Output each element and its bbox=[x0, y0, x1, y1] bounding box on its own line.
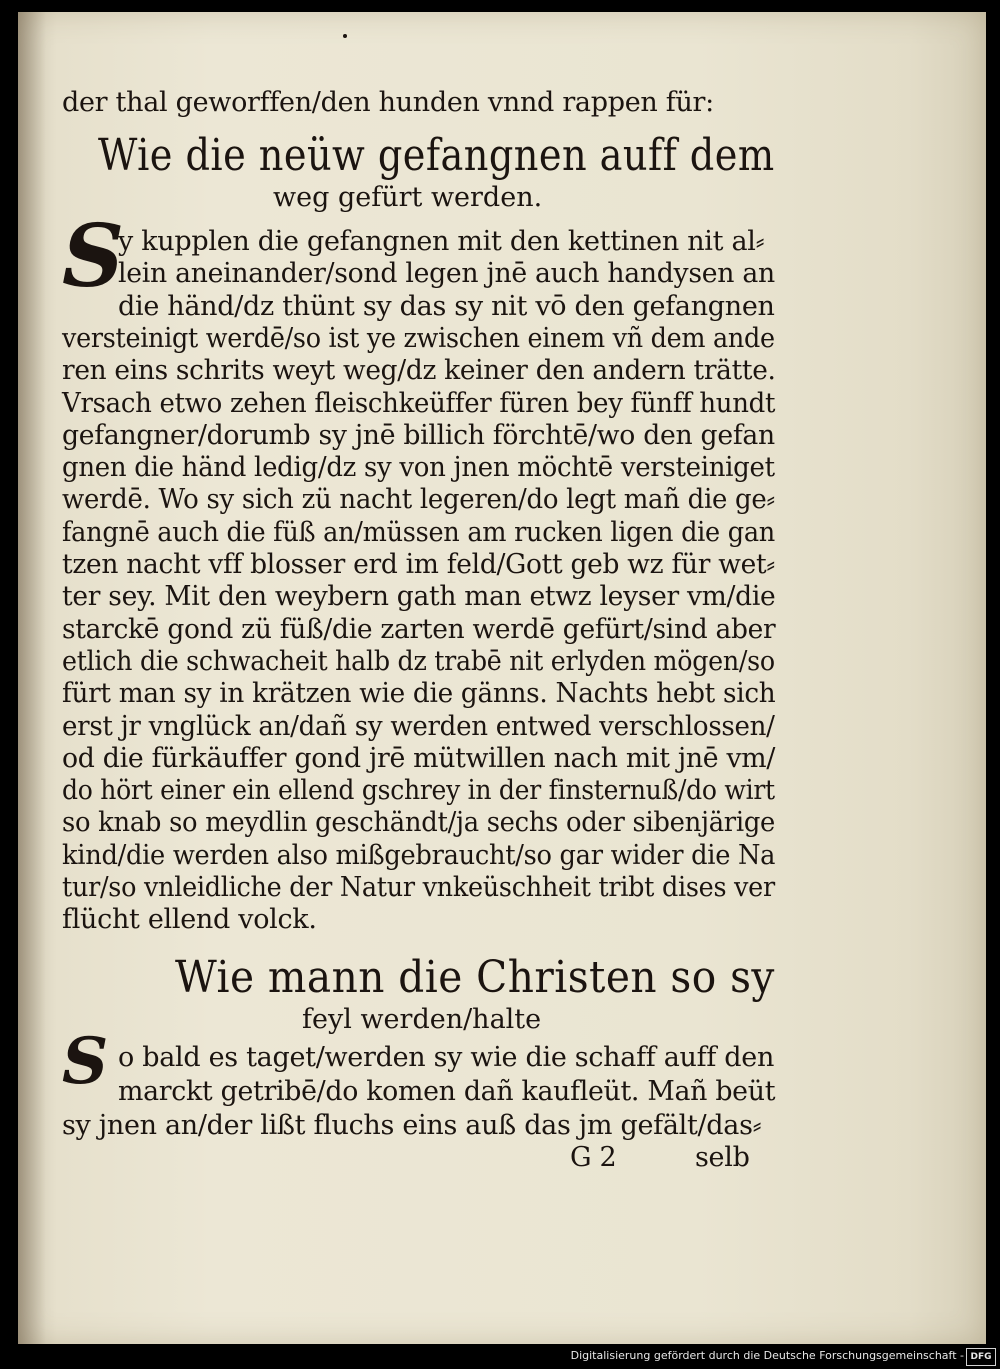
section1-line: etlich die schwacheit halb dz trabē nit erlyden mögen/so bbox=[62, 645, 775, 677]
heading-1-title: Wie die neüw gefangnen auff dem bbox=[98, 130, 775, 181]
footer-bar bbox=[0, 1344, 1000, 1369]
drop-initial-2: S bbox=[62, 1024, 109, 1099]
heading-2-subtitle: feyl werden/halte bbox=[302, 1004, 542, 1035]
section1-line: die händ/dz thünt sy das sy nit vō den gefangnen bbox=[118, 290, 775, 322]
funding-credit: Digitalisierung gefördert durch die Deutsche Forschungsgemeinschaft - bbox=[570, 1349, 964, 1362]
section1-line: versteinigt werdē/so ist ye zwischen einem vñ dem ande bbox=[62, 322, 775, 354]
section1-line: gnen die händ ledig/dz sy von jnen möchtē versteiniget bbox=[62, 452, 775, 484]
heading-2-title: Wie mann die Christen so sy bbox=[175, 952, 775, 1003]
section1-line: lein aneinander/sond legen jnē auch handysen an bbox=[118, 258, 775, 290]
section1-line: starckē gond zü füß/die zarten werdē gefürt/sind aber bbox=[62, 613, 776, 645]
section1-line: gefangner/dorumb sy jnē billich förchtē/wo den gefan bbox=[62, 419, 775, 451]
section2-line: o bald es taget/werden sy wie die schaff auff den bbox=[118, 1042, 775, 1073]
section1-line: fürt man sy in krätzen wie die gänns. Nachts hebt sich bbox=[62, 678, 776, 710]
section1-line: flücht ellend volck. bbox=[62, 904, 317, 936]
book-page bbox=[18, 12, 986, 1344]
section1-line: ren eins schrits weyt weg/dz keiner den andern trätte. bbox=[62, 355, 776, 387]
catchword: selb bbox=[695, 1142, 750, 1173]
dfg-logo: DFG bbox=[966, 1348, 996, 1366]
page-text bbox=[40, 12, 776, 1342]
section1-line: od die fürkäuffer gond jrē mütwillen nach mit jnē vm/ bbox=[62, 742, 776, 774]
section1-line: y kupplen die gefangnen mit den kettinen nit al⸗ bbox=[118, 226, 765, 257]
section1-line: so knab so meydlin geschändt/ja sechs oder sibenjärige bbox=[62, 807, 776, 839]
section2-line: sy jnen an/der lißt fluchs eins auß das jm gefält/das⸗ bbox=[62, 1110, 762, 1141]
section1-line: do hört einer ein ellend gschrey in der finsternuß/do wirt bbox=[62, 775, 775, 807]
section2-line: marckt getribē/do komen dañ kaufleüt. Mañ beüt bbox=[118, 1076, 776, 1107]
drop-initial-1: S bbox=[62, 206, 125, 307]
section1-line: tzen nacht vff blosser erd im feld/Gott geb wz für wet⸗ bbox=[62, 549, 775, 580]
section1-line: Vrsach etwo zehen fleischkeüffer füren bey fünff hundt bbox=[62, 387, 776, 419]
section1-line: fangnē auch die füß an/müssen am rucken ligen die gan bbox=[62, 516, 775, 548]
section1-line: kind/die werden also mißgebraucht/so gar wider die Na bbox=[62, 839, 776, 871]
section1-line: werdē. Wo sy sich zü nacht legeren/do legt mañ die ge⸗ bbox=[62, 484, 775, 516]
signature-mark: G 2 bbox=[570, 1142, 617, 1173]
section1-line: ter sey. Mit den weybern gath man etwz leyser vm/die bbox=[62, 581, 776, 613]
first-line: der thal geworffen/den hunden vnnd rappen für: bbox=[62, 87, 714, 118]
section1-line: tur/so vnleidliche der Natur vnkeüschheit tribt dises ver bbox=[62, 872, 775, 903]
section1-line: erst jr vnglück an/dañ sy werden entwed verschlossen/ bbox=[62, 710, 775, 742]
heading-1-subtitle: weg gefürt werden. bbox=[273, 182, 543, 213]
